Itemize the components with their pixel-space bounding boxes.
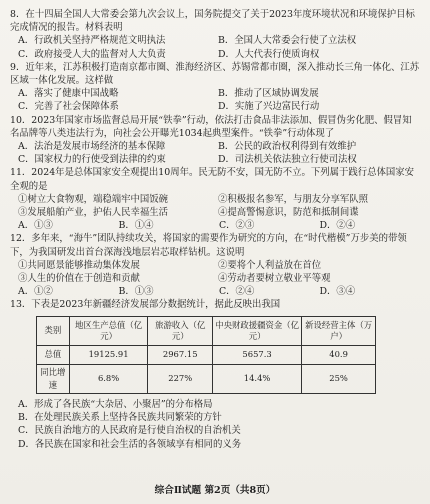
statement-4: ④劳动者要树立敬业平等观 — [218, 273, 331, 285]
table-cell: 6.8% — [69, 364, 148, 393]
questions-area — [10, 8, 420, 451]
table-cell: 227% — [148, 364, 213, 393]
option-a: A．形成了各民族“大杂居、小聚居”的分布格局 — [18, 399, 213, 411]
table-cell: 同比增速 — [37, 364, 70, 393]
table-cell: 总值 — [37, 345, 70, 364]
table-header-cell: 中央财政援疆资金（亿元） — [213, 316, 302, 345]
table-header-cell: 新设经营主体（万户） — [302, 316, 376, 345]
option-b: B．公民的政治权利得到有效维护 — [218, 141, 357, 153]
option-a: A．落实了健康中国战略 — [18, 88, 119, 100]
statement-1: ①树立大食物观，端稳端牢中国饭碗 — [18, 193, 169, 205]
question-stem: 12．多年来，“海牛”团队持续攻关，将国家的需要作为研究的方向，在“时代楷模”万步美的带领下，为我国研发出首台深海浅地层岩芯取样钻机。这说明 — [10, 233, 407, 258]
table-header-cell: 地区生产总值（亿元） — [69, 316, 148, 345]
question-11 — [10, 166, 420, 232]
option-c: C．民族自治地方的人民政府是行使自治权的自治机关 — [18, 425, 241, 437]
table-cell: 19125.91 — [69, 345, 148, 364]
option-b: B．①④ — [118, 220, 154, 232]
option-b: B．推动了区域协调发展 — [218, 88, 319, 100]
question-10 — [10, 114, 420, 167]
question-stem: 10．2023年国家市场监督总局开展“铁拳”行动，依法打击食品非法添加、假冒伪劣化肥、假冒知名品牌等八类违法行为，向社会公开曝光1034起典型案件。“铁拳”行动体现了 — [10, 114, 412, 139]
question-13 — [10, 298, 420, 450]
table-header-row — [37, 316, 376, 345]
option-d: D．实施了兴边富民行动 — [218, 101, 320, 113]
table-cell: 40.9 — [302, 345, 376, 364]
option-a: A．法治是发展市场经济的基本保障 — [18, 141, 166, 153]
option-c: C．完善了社会保障体系 — [18, 101, 119, 113]
table-header-cell: 类别 — [37, 316, 70, 345]
question-stem: 9．近年来，江苏积极打造南京都市圈、淮海经济区、苏锡常都市圈，深入推动长三角一体化、江苏区域一体化发展。这样做 — [10, 61, 420, 87]
option-b: B．在处理民族关系上坚持各民族共同繁荣的方针 — [18, 412, 222, 424]
statement-4: ④提高警惕意识，防范和抵制间谍 — [218, 207, 359, 219]
question-9 — [10, 61, 420, 114]
option-d: D．③④ — [319, 286, 356, 298]
table-cell: 25% — [302, 364, 376, 393]
option-a: A．①② — [18, 286, 53, 298]
option-d: D．②④ — [319, 220, 356, 232]
option-b: B．①③ — [118, 286, 154, 298]
statement-3: ③发展船舶产业，护佑人民幸福生活 — [18, 207, 169, 219]
page-footer: 综合Ⅱ试题 第2页（共8页） — [154, 485, 276, 496]
option-c: C．②④ — [219, 286, 255, 298]
question-stem: 11．2024年是总体国家安全观提出10周年。民无防不安，国无防不立。下列属于践行总体国家安全观的是 — [10, 167, 414, 192]
option-b: B．全国人大常委会行使了立法权 — [218, 35, 357, 47]
table-row — [37, 364, 376, 393]
table-cell: 2967.15 — [148, 345, 213, 364]
statement-1: ①共同愿景能够推动集体发展 — [18, 259, 140, 271]
option-c: C．国家权力的行使受到法律的约束 — [18, 154, 166, 166]
table-cell: 5657.3 — [213, 345, 302, 364]
table-header-cell: 旅游收入（亿元） — [148, 316, 213, 345]
option-d: D．人大代表行使质询权 — [218, 48, 320, 60]
statement-2: ②要将个人利益放在首位 — [218, 259, 322, 271]
table-row — [37, 345, 376, 364]
statement-2: ②积极报名参军，与朋友分享军队照 — [218, 193, 369, 205]
option-d: D．各民族在国家和社会生活的各领域享有相同的义务 — [18, 438, 242, 450]
option-d: D．司法机关依法独立行使司法权 — [218, 154, 357, 166]
statement-3: ③人生的价值在于创造和贡献 — [18, 273, 140, 285]
data-table — [36, 316, 376, 394]
question-12 — [10, 232, 420, 298]
option-a: A．行政机关坚持严格规范文明执法 — [18, 35, 166, 47]
table-cell: 14.4% — [213, 364, 302, 393]
question-stem: 13．下表是2023年新疆经济发展部分数据统计，据此反映出我国 — [10, 299, 281, 311]
question-8 — [10, 8, 420, 61]
option-c: C．②③ — [219, 220, 255, 232]
option-a: A．①③ — [18, 220, 53, 232]
question-stem: 8．在十四届全国人大常委会第九次会议上，国务院提交了关于2023年度环境状况和环境保护目标完成情况的报告。材料表明 — [10, 9, 415, 34]
option-c: C．政府接受人大的监督对人大负责 — [18, 48, 166, 60]
